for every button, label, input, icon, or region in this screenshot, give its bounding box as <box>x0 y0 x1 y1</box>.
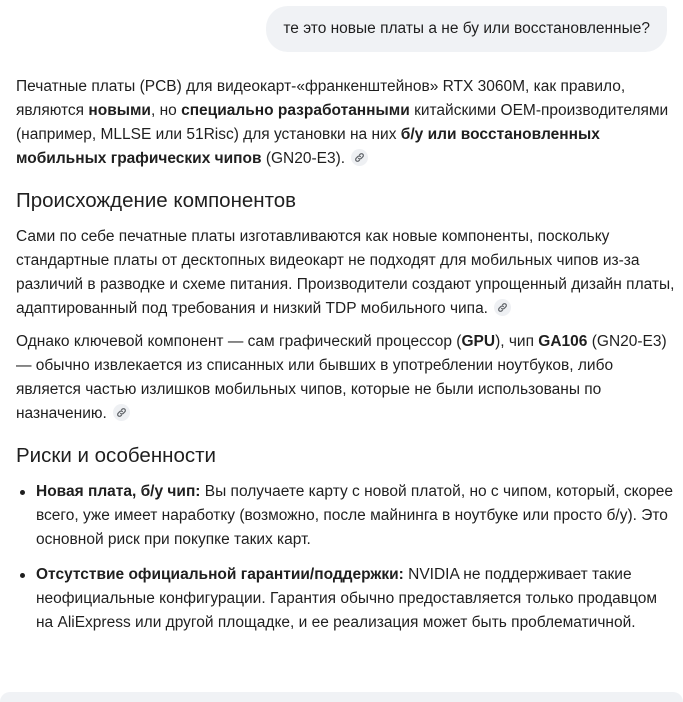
section-heading-origin: Происхождение компонентов <box>16 189 297 212</box>
list-item <box>36 563 678 635</box>
intro-text-1: Печатные платы (PCB) для видеокарт-«франкенштейнов» RTX 3060M, как правило, являются <box>16 78 626 119</box>
intro-bold-3: б/у или восстановленных мобильных графических чипов <box>16 126 600 167</box>
intro-bold-1: новыми <box>88 102 151 119</box>
list-item <box>36 480 678 552</box>
intro-text-2: , но <box>150 102 182 119</box>
section-heading-risks: Риски и особенности <box>16 444 216 467</box>
origin2-bold-2: GA106 <box>538 333 588 350</box>
input-bar-edge <box>0 692 683 702</box>
origin2-text-1: Однако ключевой компонент — сам графический процессор ( <box>16 333 462 350</box>
assistant-answer <box>16 75 678 646</box>
origin-text-1: Сами по себе печатные платы изготавливаются как новые компоненты, поскольку стандартные платы от десктопных видеокарт не подходят для мобильных чипов из-за различий в разводке и схеме питания. Производители создают упрощенный дизайн платы, адаптированный под требования и низкий TDP мобильного чипа. <box>16 228 675 317</box>
risk-title: Отсутствие официальной гарантии/поддержки: <box>36 566 404 583</box>
intro-text-3: китайскими OEM-производителями (например, MLLSE или 51Risc) для установки на них <box>16 102 669 143</box>
source-link-icon[interactable] <box>113 404 130 421</box>
origin-paragraph-1 <box>16 225 678 321</box>
risks-list <box>16 480 678 635</box>
intro-bold-2: специально разработанными <box>181 102 410 119</box>
source-link-icon[interactable] <box>351 149 368 166</box>
source-link-icon[interactable] <box>494 299 511 316</box>
risk-title: Новая плата, б/у чип: <box>36 483 201 500</box>
origin2-text-3: (GN20-E3) — обычно извлекается из списанных или бывших в употреблении ноутбуков, либо является частью излишков мобильных чипов, которые не были использованы по назначению. <box>16 333 667 422</box>
user-message-bubble: те это новые платы а не бу или восстановленные? <box>266 6 667 52</box>
intro-paragraph <box>16 75 678 171</box>
origin2-text-2: ), чип <box>495 333 539 350</box>
user-message-row <box>0 0 683 66</box>
risk-text: Вы получаете карту с новой платой, но с чипом, который, скорее всего, уже имеет наработку (возможно, после майнинга в ноутбуке или просто б/у). Это основной риск при покупке таких карт. <box>36 483 674 548</box>
origin2-bold-1: GPU <box>461 333 496 350</box>
origin-paragraph-2 <box>16 330 678 426</box>
intro-text-4: (GN20-E3). <box>261 150 346 167</box>
risk-text: NVIDIA не поддерживает такие неофициальные конфигурации. Гарантия обычно предоставляется только продавцом на AliExpress или другой площадке, и ее реализация может быть проблематичной. <box>36 566 657 631</box>
